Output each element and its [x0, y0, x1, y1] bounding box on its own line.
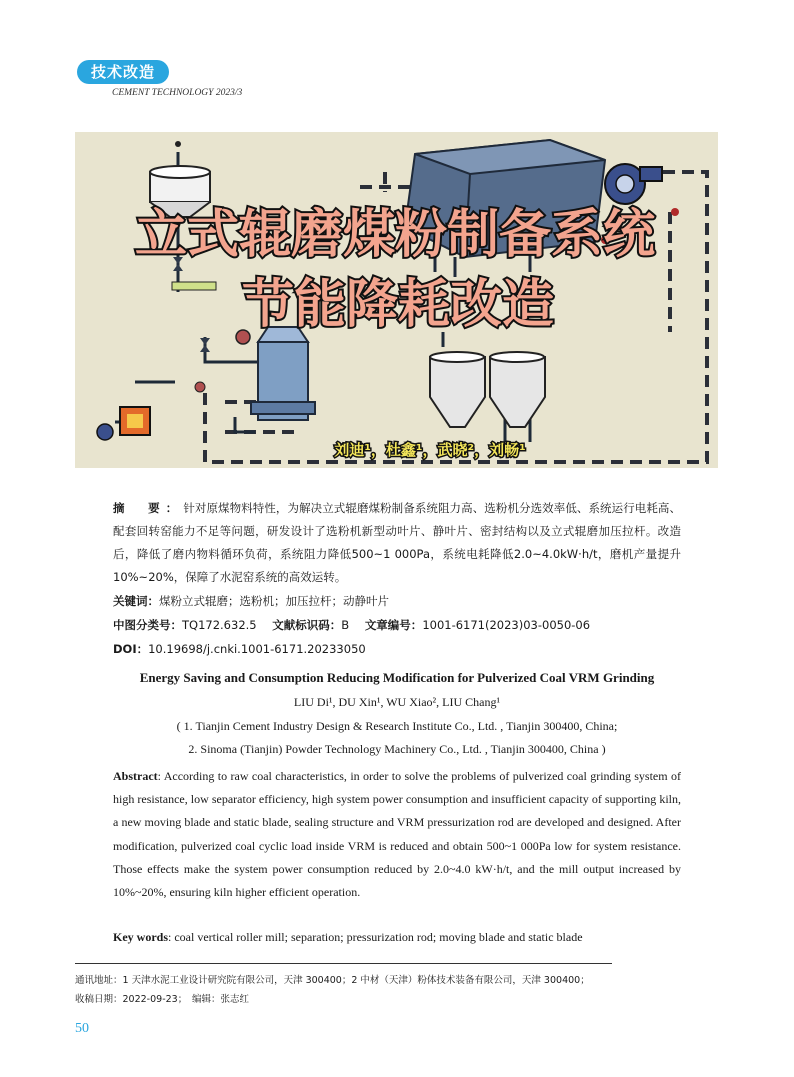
hero-authors: 刘迪¹，杜鑫¹，武晓²，刘畅¹	[334, 441, 526, 459]
doi-label: DOI：	[113, 642, 149, 656]
english-keywords	[113, 930, 583, 945]
english-keywords-text: : coal vertical roller mill; separation; pressurization rod; moving blade and static blade	[168, 930, 583, 944]
article-number-value: 1001-6171(2023)03-0050-06	[422, 618, 591, 632]
doi-value: 10.19698/j.cnki.1001-6171.20233050	[148, 642, 366, 656]
footnote-received: 收稿日期：2022-09-23； 编辑：张志红	[75, 994, 249, 1005]
english-authors: LIU Di¹, DU Xin¹, WU Xiao², LIU Chang¹	[293, 695, 501, 709]
english-abstract-label: Abstract	[113, 769, 158, 783]
english-title: Energy Saving and Consumption Reducing Modification for Pulverized Coal VRM Grinding	[139, 670, 655, 685]
abstract-cn	[113, 497, 681, 589]
abstract-cn-text: 针对原煤物料特性，为解决立式辊磨煤粉制备系统阻力高、选粉机分选效率低、系统运行电耗高、配套回转窑能力不足等问题，研发设计了选粉机新型动叶片、静叶片、密封结构以及立式辊磨加压拉杆。改造后，降低了磨内物料循环负荷，系统阻力降低500~1 000Pa，系统电耗降低2.0~4.0kW·h/t，磨机产量提升10%~20%，保障了水泥窑系统的高效运转。	[113, 501, 682, 584]
clc-label: 中图分类号：	[113, 618, 182, 632]
keywords-cn	[113, 593, 389, 609]
doc-code-label: 文献标识码：	[272, 618, 342, 632]
keywords-cn-label: 关键词：	[113, 594, 159, 608]
keywords-cn-text: 煤粉立式辊磨；选粉机；加压拉杆；动静叶片	[159, 594, 389, 608]
hero-title-line1: 立式辊磨煤粉制备系统	[134, 205, 656, 265]
footnote-address: 通讯地址：1 天津水泥工业设计研究院有限公司，天津 300400；2 中材（天津）粉体技术装备有限公司，天津 300400；	[75, 975, 590, 986]
english-abstract-text: : According to raw coal characteristics, in order to solve the problems of pulverized coal grinding system of high resistance, low separator efficiency, high system power consumption and insufficient capacity of supporting kiln, a new moving blade and static blade, sealing structure and VRM pressurization rod are developed and designed. After modification, pulverized coal cyclic load inside VRM is reduced and obtain 500~1 000Pa low for system resistance. Those effects make the system power consumption reduced by 2.0~4.0 kW·h/t, and the mill output increased by 10%~20%, ensuring kiln higher efficient operation.	[113, 769, 681, 900]
section-tag: 技术改造	[77, 60, 169, 84]
abstract-cn-label: 摘 要：	[113, 501, 184, 515]
footnote-rule	[75, 963, 612, 964]
page-number: 50	[75, 1021, 89, 1036]
english-abstract	[113, 765, 681, 904]
article-number-label: 文章编号：	[364, 618, 423, 632]
doi-line	[113, 641, 366, 657]
hero-title-line2: 节能降耗改造	[241, 275, 555, 335]
doc-code-value: B	[341, 618, 350, 632]
affiliation-1: ( 1. Tianjin Cement Industry Design & Research Institute Co., Ltd. , Tianjin 300400, China;	[176, 719, 618, 733]
affiliation-2: 2. Sinoma (Tianjin) Powder Technology Machinery Co., Ltd. , Tianjin 300400, China )	[188, 742, 606, 756]
classification-line	[113, 617, 590, 633]
hero-illustration	[75, 132, 718, 468]
journal-name: CEMENT TECHNOLOGY 2023/3	[112, 88, 243, 98]
clc-value: TQ172.632.5	[182, 618, 257, 632]
english-keywords-label: Key words	[113, 930, 168, 944]
